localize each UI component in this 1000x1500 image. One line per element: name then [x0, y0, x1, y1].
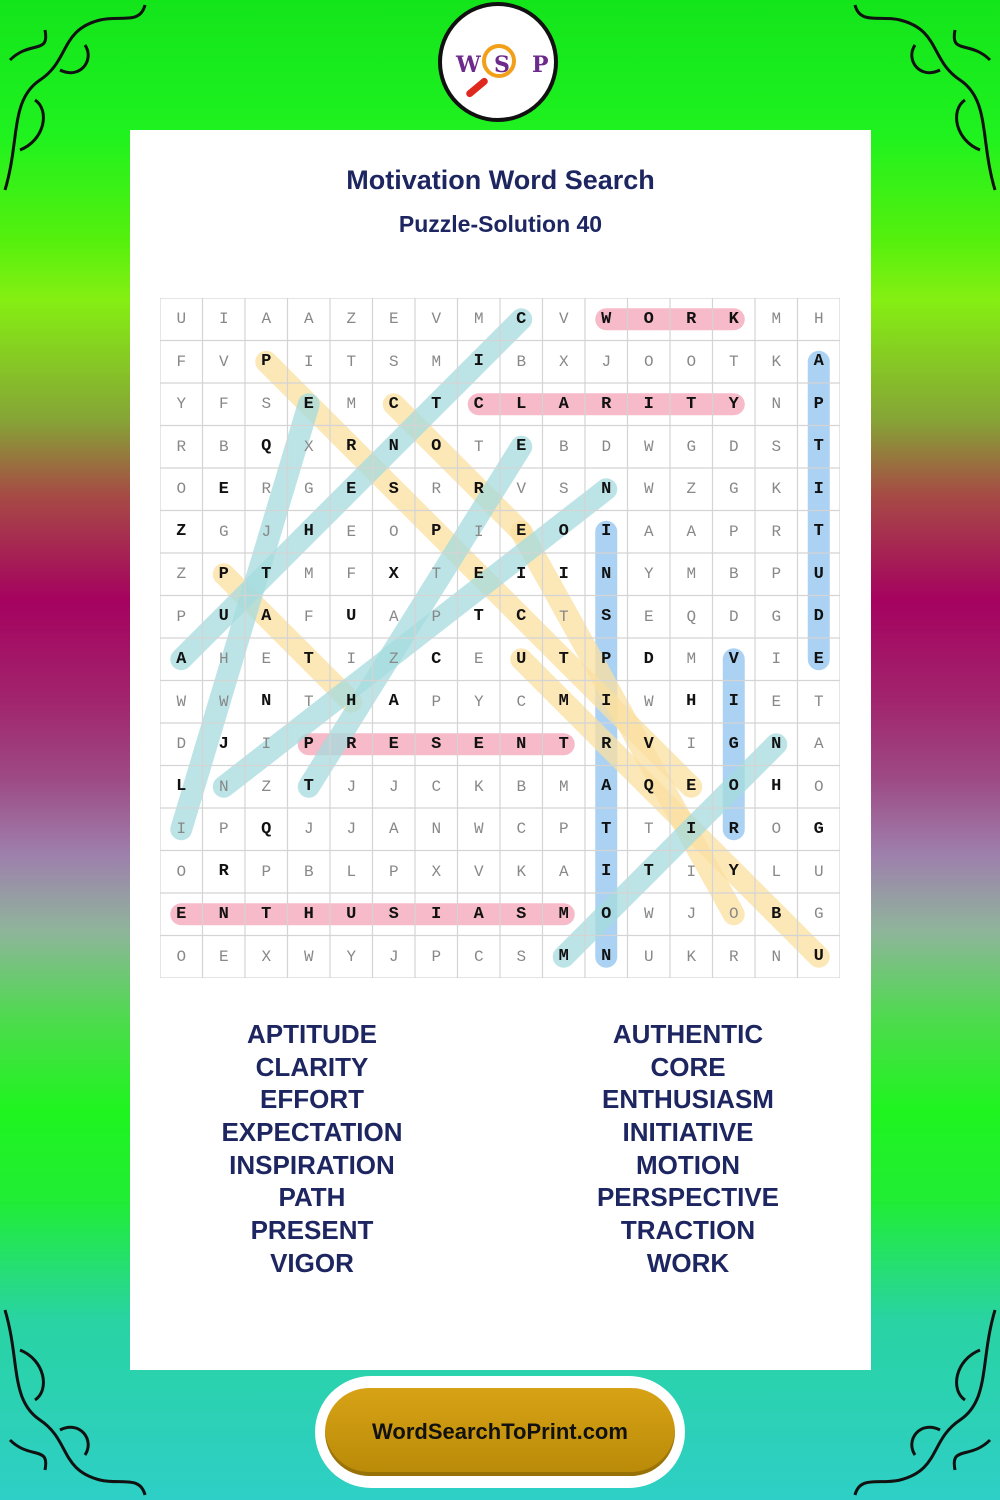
grid-cell[interactable]: P — [176, 607, 187, 626]
grid-cell[interactable]: M — [771, 310, 782, 329]
grid-cell[interactable]: U — [516, 649, 527, 669]
grid-cell[interactable]: I — [431, 904, 442, 924]
grid-cell[interactable]: M — [558, 777, 569, 796]
grid-cell[interactable]: K — [771, 480, 782, 499]
word-list-item: AUTHENTIC — [612, 1019, 764, 1049]
grid-cell[interactable]: R — [601, 394, 612, 414]
grid-cell[interactable]: T — [558, 607, 569, 626]
grid-cell[interactable]: T — [431, 394, 442, 414]
grid-cell[interactable]: E — [218, 479, 229, 499]
word-list-item: EFFORT — [260, 1084, 364, 1115]
grid-cell[interactable]: O — [431, 437, 442, 457]
puzzle-sheet — [130, 130, 871, 1370]
grid-cell[interactable]: C — [516, 692, 527, 711]
grid-cell[interactable]: O — [771, 820, 782, 839]
grid-cell[interactable]: R — [176, 437, 187, 456]
grid-cell[interactable]: Z — [176, 522, 187, 542]
grid-cell[interactable]: C — [388, 394, 399, 414]
grid-cell[interactable]: C — [431, 649, 442, 669]
grid-cell[interactable]: Y — [728, 394, 739, 414]
grid-cell[interactable]: C — [516, 607, 527, 627]
grid-cell[interactable]: P — [431, 692, 442, 711]
grid-cell[interactable]: C — [516, 309, 527, 329]
grid-cell[interactable]: D — [643, 649, 654, 669]
grid-cell[interactable]: F — [346, 565, 357, 584]
grid-cell[interactable]: L — [771, 862, 782, 881]
grid-cell[interactable]: P — [558, 820, 569, 839]
grid-cell[interactable]: X — [388, 564, 399, 584]
grid-cell[interactable]: O — [176, 947, 187, 966]
grid-cell[interactable]: I — [261, 735, 272, 754]
grid-cell[interactable]: O — [686, 352, 697, 371]
grid-cell[interactable]: A — [601, 777, 612, 797]
word-list-item: WORK — [646, 1247, 730, 1278]
grid-cell[interactable]: E — [813, 649, 824, 669]
grid-cell[interactable]: T — [303, 692, 314, 711]
grid-cell[interactable]: E — [346, 479, 357, 499]
grid-cell[interactable]: Z — [686, 480, 697, 499]
grid-cell[interactable]: I — [218, 310, 229, 329]
grid-cell[interactable]: K — [771, 352, 782, 371]
grid-cell[interactable]: S — [771, 437, 782, 456]
grid-cell[interactable]: B — [771, 904, 782, 924]
grid-cell[interactable]: X — [303, 437, 314, 456]
grid-cell[interactable]: N — [601, 564, 612, 584]
word-list-item: TRACTION — [620, 1215, 756, 1246]
grid-cell[interactable]: H — [218, 650, 229, 669]
grid-cell[interactable]: P — [261, 352, 272, 372]
grid-cell[interactable]: O — [813, 777, 824, 796]
grid-cell[interactable]: I — [686, 735, 697, 754]
grid-cell[interactable]: Y — [346, 947, 357, 966]
grid-cell[interactable]: L — [346, 862, 357, 881]
grid-cell[interactable]: M — [558, 947, 569, 967]
grid-cell[interactable]: A — [813, 352, 824, 372]
page-subtitle: Puzzle-Solution 40 — [398, 211, 603, 237]
grid-cell[interactable]: S — [601, 607, 612, 627]
grid-cell[interactable]: E — [218, 947, 229, 966]
grid-cell[interactable]: S — [388, 904, 399, 924]
grid-cell[interactable]: K — [516, 862, 527, 881]
grid-cell[interactable]: Y — [176, 395, 187, 414]
footer-link-frame — [315, 1376, 685, 1488]
grid-cell[interactable]: T — [813, 522, 824, 542]
grid-cell[interactable]: M — [686, 650, 697, 669]
grid-cell[interactable]: N — [516, 734, 527, 754]
grid-cell[interactable]: W — [643, 692, 654, 711]
grid-cell[interactable]: J — [303, 820, 314, 839]
grid-cell[interactable]: O — [176, 862, 187, 881]
grid-cell[interactable]: U — [218, 607, 229, 627]
grid-cell[interactable]: R — [473, 479, 484, 499]
magnifier-handle-icon — [465, 76, 489, 98]
grid-cell[interactable]: T — [643, 862, 654, 882]
grid-cell[interactable]: E — [771, 692, 782, 711]
grid-cell[interactable]: J — [388, 777, 399, 796]
grid-cell[interactable]: S — [558, 480, 569, 499]
grid-cell[interactable]: G — [813, 819, 824, 839]
grid-cell[interactable]: A — [388, 692, 399, 712]
grid-cell[interactable]: Y — [643, 565, 654, 584]
grid-cell[interactable]: N — [218, 777, 229, 796]
grid-cell[interactable]: S — [516, 947, 527, 966]
grid-cell[interactable]: T — [686, 394, 697, 414]
grid-cell[interactable]: W — [643, 480, 654, 499]
grid-cell[interactable]: S — [516, 904, 527, 924]
grid-cell[interactable]: C — [516, 820, 527, 839]
grid-cell[interactable]: G — [771, 607, 782, 626]
letter-grid — [160, 298, 840, 978]
grid-cell[interactable]: W — [643, 437, 654, 456]
grid-cell[interactable]: S — [431, 734, 442, 754]
grid-cell[interactable]: R — [431, 480, 442, 499]
grid-cell[interactable]: U — [813, 862, 824, 881]
grid-cell[interactable]: N — [261, 692, 272, 712]
grid-cell[interactable]: M — [431, 352, 442, 371]
site-logo[interactable] — [438, 2, 558, 122]
grid-cell[interactable]: R — [346, 437, 357, 457]
grid-cell[interactable]: M — [686, 565, 697, 584]
grid-cell[interactable]: P — [218, 564, 229, 584]
grid-cell[interactable]: O — [728, 777, 739, 797]
grid-cell[interactable]: U — [813, 564, 824, 584]
grid-cell[interactable]: M — [558, 904, 569, 924]
grid-cell[interactable]: J — [686, 905, 697, 924]
grid-cell[interactable]: I — [473, 522, 484, 541]
grid-cell[interactable]: U — [346, 904, 357, 924]
word-list-item: INSPIRATION — [229, 1149, 395, 1180]
grid-cell[interactable]: G — [728, 734, 739, 754]
word-list — [130, 1018, 871, 1288]
grid-cell[interactable]: V — [558, 310, 569, 329]
grid-cell[interactable]: J — [261, 522, 272, 541]
grid-cell[interactable]: B — [728, 565, 739, 584]
grid-cell[interactable]: I — [303, 352, 314, 371]
grid-cell[interactable]: N — [771, 947, 782, 966]
grid-cell[interactable]: E — [388, 734, 399, 754]
grid-cell[interactable]: I — [601, 862, 612, 882]
grid-cell[interactable]: O — [176, 480, 187, 499]
word-list-item: MOTION — [636, 1149, 740, 1180]
word-list-left — [162, 1018, 462, 1280]
page-title: Motivation Word Search — [346, 165, 655, 195]
grid-cell[interactable]: W — [176, 692, 187, 711]
grid-cell[interactable]: G — [813, 905, 824, 924]
grid-cell[interactable]: I — [558, 564, 569, 584]
grid-cell[interactable]: A — [558, 394, 569, 414]
grid-cell[interactable]: O — [601, 904, 612, 924]
grid-cell[interactable]: A — [176, 649, 187, 669]
grid-cell[interactable]: I — [473, 352, 484, 372]
logo-letter-p: P — [532, 52, 549, 78]
grid-cell[interactable]: P — [601, 649, 612, 669]
grid-cell[interactable]: M — [346, 395, 357, 414]
grid-cell[interactable]: R — [771, 522, 782, 541]
grid-cell[interactable]: T — [728, 352, 739, 371]
grid-cell[interactable]: T — [346, 352, 357, 371]
grid-cell[interactable]: W — [303, 947, 314, 966]
grid-cell[interactable]: P — [218, 820, 229, 839]
grid-cell[interactable]: V — [643, 734, 654, 754]
grid-cell[interactable]: L — [176, 777, 187, 797]
grid-cell[interactable]: P — [303, 734, 314, 754]
grid-cell[interactable]: V — [516, 480, 527, 499]
grid-cell[interactable]: S — [388, 479, 399, 499]
grid-cell[interactable]: N — [388, 437, 399, 457]
word-list-item: EXPECTATION — [221, 1117, 403, 1148]
grid-cell[interactable]: F — [176, 352, 187, 371]
logo-letter-s: S — [494, 52, 510, 78]
grid-cell[interactable]: L — [516, 394, 527, 414]
grid-cell[interactable]: O — [728, 905, 739, 924]
grid-cell[interactable]: P — [431, 522, 442, 542]
word-list-item: PATH — [278, 1182, 346, 1213]
corner-ornament-top-left — [0, 0, 150, 200]
grid-cell[interactable]: G — [728, 480, 739, 499]
footer-link[interactable]: WordSearchToPrint.com — [325, 1388, 675, 1476]
grid-cell[interactable]: T — [431, 565, 442, 584]
grid-cell[interactable]: Q — [686, 607, 697, 626]
grid-cell[interactable]: O — [643, 352, 654, 371]
grid-cell[interactable]: X — [558, 352, 569, 371]
grid-cell[interactable]: E — [176, 904, 187, 924]
grid-cell[interactable]: T — [261, 904, 272, 924]
grid-cell[interactable]: M — [473, 310, 484, 329]
grid-cell[interactable]: H — [813, 310, 824, 329]
corner-ornament-bottom-left — [0, 1300, 150, 1500]
grid-cell[interactable]: Z — [346, 310, 357, 329]
grid-cell[interactable]: Q — [261, 437, 272, 457]
grid-cell[interactable]: E — [473, 564, 484, 584]
grid-cell[interactable]: C — [431, 777, 442, 796]
grid-cell[interactable]: R — [728, 819, 739, 839]
word-list-item: APTITUDE — [247, 1019, 377, 1049]
word-list-item: ENTHUSIASM — [602, 1084, 774, 1115]
grid-cell[interactable]: B — [516, 777, 527, 796]
grid-cell[interactable]: T — [473, 607, 484, 627]
grid-cell[interactable]: W — [218, 692, 229, 711]
grid-cell[interactable]: G — [686, 437, 697, 456]
grid-cell[interactable]: E — [388, 310, 399, 329]
grid-cell[interactable]: E — [516, 522, 527, 542]
word-list-item: PRESENT — [250, 1215, 374, 1246]
grid-cell[interactable]: D — [728, 607, 739, 626]
grid-cell[interactable]: E — [686, 777, 697, 797]
grid-cell[interactable]: A — [261, 310, 272, 329]
grid-cell[interactable]: B — [516, 352, 527, 371]
grid-cell[interactable]: X — [261, 947, 272, 966]
grid-cell[interactable]: I — [686, 862, 697, 881]
word-list-item: CORE — [650, 1051, 726, 1082]
grid-cell[interactable]: J — [388, 947, 399, 966]
grid-cell[interactable]: I — [601, 692, 612, 712]
grid-cell[interactable]: U — [813, 947, 824, 967]
grid-cell[interactable]: G — [303, 480, 314, 499]
grid-cell[interactable]: Z — [388, 650, 399, 669]
grid-cell[interactable]: U — [643, 947, 654, 966]
grid-cell[interactable]: J — [218, 734, 229, 754]
grid-cell[interactable]: K — [728, 309, 739, 329]
grid-cell[interactable]: I — [643, 394, 654, 414]
grid-cell[interactable]: P — [771, 565, 782, 584]
grid-cell[interactable]: R — [346, 734, 357, 754]
grid-cell[interactable]: R — [261, 480, 272, 499]
grid-cell[interactable]: Y — [473, 692, 484, 711]
grid-cell[interactable]: V — [431, 310, 442, 329]
word-list-item: PERSPECTIVE — [596, 1182, 780, 1213]
grid-cell[interactable]: T — [303, 649, 314, 669]
word-list-right — [538, 1018, 838, 1280]
grid-cell[interactable]: W — [473, 820, 484, 839]
grid-cell[interactable]: M — [558, 692, 569, 712]
grid-cell[interactable]: T — [303, 777, 314, 797]
grid-cell[interactable]: A — [686, 522, 697, 541]
grid-cell[interactable]: T — [643, 820, 654, 839]
grid-cell[interactable]: Y — [728, 862, 739, 882]
grid-cell[interactable]: S — [261, 395, 272, 414]
grid-cell[interactable]: I — [516, 564, 527, 584]
word-search-grid — [160, 298, 840, 978]
grid-cell[interactable]: D — [601, 437, 612, 456]
grid-cell[interactable]: E — [473, 734, 484, 754]
grid-cell[interactable]: Q — [643, 777, 654, 797]
grid-cell[interactable]: H — [346, 692, 357, 712]
logo-letter-w: W — [456, 52, 481, 78]
grid-cell[interactable]: Q — [261, 819, 272, 839]
grid-cell[interactable]: W — [643, 905, 654, 924]
word-list-item: VIGOR — [270, 1247, 354, 1278]
grid-cell[interactable]: N — [601, 947, 612, 967]
grid-cell[interactable]: M — [303, 565, 314, 584]
grid-cell[interactable]: R — [728, 947, 739, 966]
grid-cell[interactable]: T — [473, 437, 484, 456]
grid-cell[interactable]: B — [218, 437, 229, 456]
grid-cell[interactable]: H — [303, 904, 314, 924]
grid-cell[interactable]: I — [771, 650, 782, 669]
grid-cell[interactable]: P — [813, 394, 824, 414]
grid-cell[interactable]: C — [473, 947, 484, 966]
grid-cell[interactable]: E — [643, 607, 654, 626]
grid-cell[interactable]: P — [431, 947, 442, 966]
grid-cell[interactable]: E — [516, 437, 527, 457]
grid-cell[interactable]: T — [601, 819, 612, 839]
grid-cell[interactable]: B — [303, 862, 314, 881]
grid-cell[interactable]: E — [261, 650, 272, 669]
grid-cell[interactable]: I — [176, 820, 187, 839]
grid-cell[interactable]: N — [771, 395, 782, 414]
grid-cell[interactable]: A — [643, 522, 654, 541]
grid-cell[interactable]: H — [771, 777, 782, 797]
grid-cell[interactable]: D — [176, 735, 187, 754]
grid-cell[interactable]: E — [473, 650, 484, 669]
grid-cell[interactable]: T — [813, 692, 824, 711]
grid-cell[interactable]: A — [558, 862, 569, 881]
word-list-item: INITIATIVE — [622, 1117, 754, 1148]
grid-cell[interactable]: N — [601, 479, 612, 499]
grid-cell[interactable]: R — [218, 862, 229, 882]
grid-cell[interactable]: N — [431, 820, 442, 839]
grid-cell[interactable]: B — [558, 437, 569, 456]
grid-cell[interactable]: A — [388, 820, 399, 839]
grid-cell[interactable]: J — [346, 820, 357, 839]
grid-cell[interactable]: R — [686, 309, 697, 329]
grid-cell[interactable]: O — [388, 522, 399, 541]
grid-cell[interactable]: Z — [176, 565, 187, 584]
grid-cell[interactable]: A — [473, 904, 484, 924]
grid-cell[interactable]: P — [728, 522, 739, 541]
grid-cell[interactable]: H — [686, 692, 697, 712]
grid-cell[interactable]: P — [261, 862, 272, 881]
grid-cell[interactable]: H — [303, 522, 314, 542]
word-list-item: CLARITY — [255, 1051, 369, 1082]
corner-ornament-top-right — [850, 0, 1000, 200]
grid-cell[interactable]: E — [346, 522, 357, 541]
grid-cell[interactable]: A — [388, 607, 399, 626]
corner-ornament-bottom-right — [850, 1300, 1000, 1500]
grid-cell[interactable]: T — [261, 564, 272, 584]
grid-cell[interactable]: K — [473, 777, 484, 796]
grid-cell[interactable]: Z — [261, 777, 272, 796]
grid-cell[interactable]: E — [303, 394, 314, 414]
grid-cell[interactable]: T — [558, 649, 569, 669]
grid-cell[interactable]: D — [813, 607, 824, 627]
grid-cell[interactable]: P — [388, 862, 399, 881]
grid-cell[interactable]: F — [218, 395, 229, 414]
grid-cell[interactable]: P — [431, 607, 442, 626]
grid-cell[interactable]: A — [813, 735, 824, 754]
grid-cell[interactable]: I — [686, 819, 697, 839]
grid-cell[interactable]: J — [346, 777, 357, 796]
grid-cell[interactable]: S — [388, 352, 399, 371]
grid-cell[interactable]: O — [643, 309, 654, 329]
grid-cell[interactable]: V — [728, 649, 739, 669]
grid-cell[interactable]: A — [303, 310, 314, 329]
grid-cell[interactable]: R — [601, 734, 612, 754]
grid-cell[interactable]: F — [303, 607, 314, 626]
grid-cell[interactable]: V — [218, 352, 229, 371]
grid-cell[interactable]: I — [601, 522, 612, 542]
grid-cell[interactable]: O — [558, 522, 569, 542]
grid-cell[interactable]: N — [771, 734, 782, 754]
grid-cell[interactable]: T — [558, 734, 569, 754]
grid-cell[interactable]: I — [813, 479, 824, 499]
grid-cell[interactable]: U — [176, 310, 187, 329]
grid-cell[interactable]: X — [431, 862, 442, 881]
grid-cell[interactable]: I — [346, 650, 357, 669]
grid-cell[interactable]: I — [728, 692, 739, 712]
grid-cell[interactable]: D — [728, 437, 739, 456]
grid-cell[interactable]: V — [473, 862, 484, 881]
grid-cell[interactable]: K — [686, 947, 697, 966]
grid-cell[interactable]: T — [813, 437, 824, 457]
grid-cell[interactable]: G — [218, 522, 229, 541]
grid-cell[interactable]: C — [473, 394, 484, 414]
grid-cell[interactable]: W — [601, 309, 612, 329]
grid-cell[interactable]: A — [261, 607, 272, 627]
grid-cell[interactable]: U — [346, 607, 357, 627]
grid-cell[interactable]: N — [218, 904, 229, 924]
grid-cell[interactable]: J — [601, 352, 612, 371]
